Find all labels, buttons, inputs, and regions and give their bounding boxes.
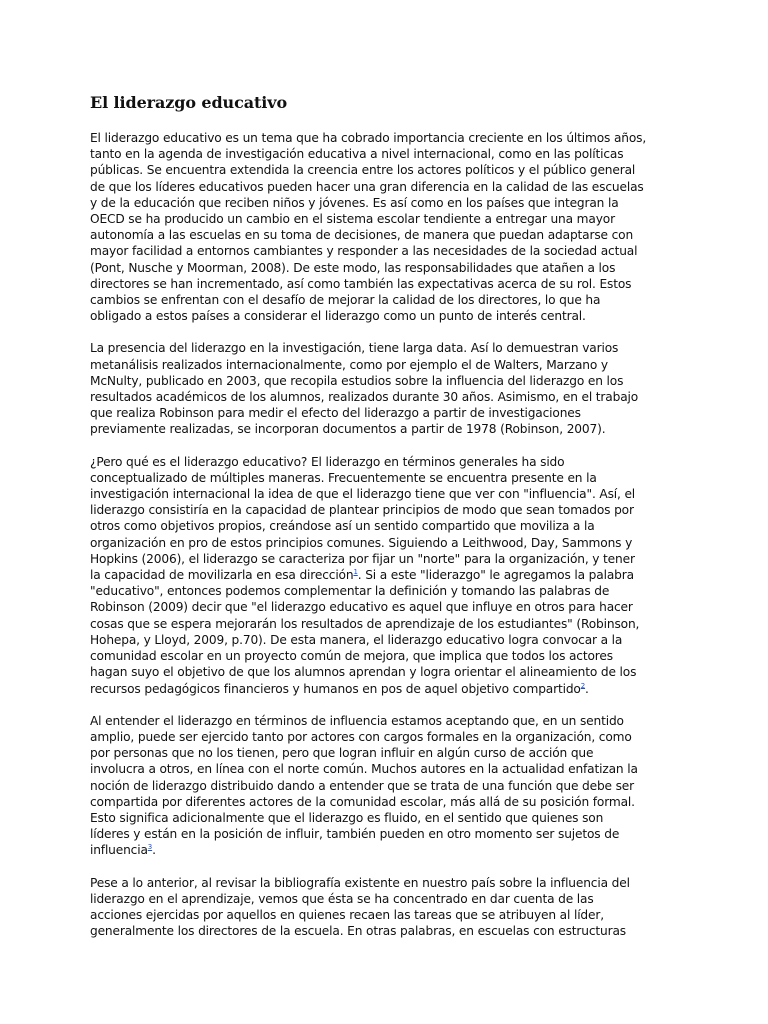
text-line: OECD se ha producido un cambio en el sistema escolar tendiente a entregar una mayor bbox=[90, 212, 615, 227]
text-segment: . Si a este "liderazgo" le agregamos la palabra bbox=[357, 568, 634, 583]
text-line: organización en pro de estos principios comunes. Siguiendo a Leithwood, Day, Sammons y bbox=[90, 535, 633, 550]
document-page bbox=[90, 92, 680, 955]
text-line: otros como objetivos propios, creándose así un sentido compartido que moviliza a la bbox=[90, 519, 595, 534]
text-line: de que los líderes educativos pueden hacer una gran diferencia en la calidad de las escuelas bbox=[90, 179, 644, 194]
text-line: por personas que no los tienen, pero que logran influir en algún curso de acción que bbox=[90, 746, 594, 761]
text-line: investigación internacional la idea de que el liderazgo tiene que ver con "influencia". Así, el bbox=[90, 487, 636, 502]
text-line: públicas. Se encuentra extendida la creencia entre los actores políticos y el público general bbox=[90, 163, 636, 178]
text-line: Robinson (2009) decir que "el liderazgo educativo es aquel que influye en otros para hacer bbox=[90, 600, 633, 615]
text-line: liderazgo en el aprendizaje, vemos que ésta se ha concentrado en dar cuenta de las bbox=[90, 891, 594, 906]
text-line: acciones ejercidas por aquellos en quienes recaen las tareas que se atribuyen al líder, bbox=[90, 907, 604, 922]
text-line: McNulty, publicado en 2003, que recopila estudios sobre la influencia del liderazgo en los bbox=[90, 373, 624, 388]
text-line: liderazgo consistiría en la capacidad de plantear principios de modo que sean tomados por bbox=[90, 503, 634, 518]
paragraph-4 bbox=[90, 713, 680, 859]
text-line: Pese a lo anterior, al revisar la bibliografía existente en nuestro país sobre la influencia del bbox=[90, 875, 630, 890]
text-line: compartida por diferentes actores de la comunidad escolar, más allá de su posición formal. bbox=[90, 794, 635, 809]
paragraph-2 bbox=[90, 340, 680, 437]
text-line: (Pont, Nusche y Moorman, 2008). De este modo, las responsabilidades que atañen a los bbox=[90, 260, 616, 275]
text-line: obligado a estos países a considerar el liderazgo como un punto de interés central. bbox=[90, 309, 586, 324]
text-line: cosas que se espera mejorarán los resultados de aprendizaje de los estudiantes" (Robinson, bbox=[90, 616, 640, 631]
paragraph-1 bbox=[90, 130, 680, 324]
text-segment: influencia bbox=[90, 843, 148, 858]
text-line: autonomía a las escuelas en su toma de decisiones, de manera que puedan adaptarse con bbox=[90, 228, 634, 243]
text-line: comunidad escolar en un proyecto común de mejora, que implica que todos los actores bbox=[90, 649, 613, 664]
text-line: ¿Pero qué es el liderazgo educativo? El liderazgo en términos generales ha sido bbox=[90, 454, 565, 469]
paragraph-3 bbox=[90, 454, 680, 697]
text-line: resultados académicos de los alumnos, realizados durante 30 años. Asimismo, en el trabajo bbox=[90, 390, 639, 405]
footnote-link-2[interactable]: 2 bbox=[580, 681, 586, 690]
text-line: que realiza Robinson para medir el efecto del liderazgo a partir de investigaciones bbox=[90, 406, 581, 421]
text-line: mayor facilidad a entornos cambiantes y responder a las necesidades de la sociedad actual bbox=[90, 244, 638, 259]
text-line: líderes y están en la posición de influir, también pueden en otro momento ser sujetos de bbox=[90, 827, 620, 842]
text-line: noción de liderazgo distribuido dando a entender que se trata de una función que debe ser bbox=[90, 778, 635, 793]
text-line bbox=[90, 567, 680, 583]
text-line: Hohepa, y Lloyd, 2009, p.70). De esta manera, el liderazgo educativo logra convocar a la bbox=[90, 632, 623, 647]
document-body bbox=[90, 130, 680, 939]
text-line bbox=[90, 842, 680, 858]
text-line: Hopkins (2006), el liderazgo se caracteriza por fijar un "norte" para la organización, y tener bbox=[90, 551, 635, 566]
paragraph-5 bbox=[90, 875, 680, 940]
text-line: "educativo", entonces podemos complementar la definición y tomando las palabras de bbox=[90, 584, 610, 599]
text-line: involucra a otros, en línea con el norte común. Muchos autores en la actualidad enfatizan la bbox=[90, 762, 638, 777]
text-line: previamente realizadas, se incorporan documentos a partir de 1978 (Robinson, 2007). bbox=[90, 422, 606, 437]
text-segment: recursos pedagógicos financieros y humanos en pos de aquel objetivo compartido bbox=[90, 681, 581, 696]
text-line: y de la educación que reciben niños y jóvenes. Es así como en los países que integran la bbox=[90, 195, 619, 210]
text-line bbox=[90, 681, 680, 697]
text-line: generalmente los directores de la escuela. En otras palabras, en escuelas con estructuras bbox=[90, 924, 626, 939]
text-line: metanálisis realizados internacionalmente, como por ejemplo el de Walters, Marzano y bbox=[90, 357, 608, 372]
document-title: El liderazgo educativo bbox=[90, 93, 288, 112]
text-line: El liderazgo educativo es un tema que ha cobrado importancia creciente en los últimos años, bbox=[90, 131, 647, 145]
footnote-link-1[interactable]: 1 bbox=[353, 568, 358, 577]
footnote-link-3[interactable]: 3 bbox=[147, 843, 153, 852]
text-line: hagan suyo el objetivo de que los alumnos aprendan y logra orientar el alineamiento de los bbox=[90, 665, 637, 680]
text-line: tanto en la agenda de investigación educativa a nivel internacional, como en las políticas bbox=[90, 147, 624, 162]
text-segment: . bbox=[152, 843, 156, 858]
text-line: directores se han incrementado, así como también las expectativas acerca de su rol. Estos bbox=[90, 276, 632, 291]
text-segment: la capacidad de movilizarla en esa dirección bbox=[90, 568, 354, 583]
text-line: Esto significa adicionalmente que el liderazgo es fluido, en el sentido que quienes son bbox=[90, 810, 604, 825]
text-line: amplio, puede ser ejercido tanto por actores con cargos formales en la organización, como bbox=[90, 729, 632, 744]
text-line: conceptualizado de múltiples maneras. Frecuentemente se encuentra presente en la bbox=[90, 470, 597, 485]
text-line: La presencia del liderazgo en la investigación, tiene larga data. Así lo demuestran varios bbox=[90, 341, 619, 356]
text-segment: . bbox=[585, 681, 589, 696]
text-line: cambios se enfrentan con el desafío de mejorar la calidad de los directores, lo que ha bbox=[90, 293, 601, 308]
text-line: Al entender el liderazgo en términos de influencia estamos aceptando que, en un sentido bbox=[90, 713, 624, 728]
